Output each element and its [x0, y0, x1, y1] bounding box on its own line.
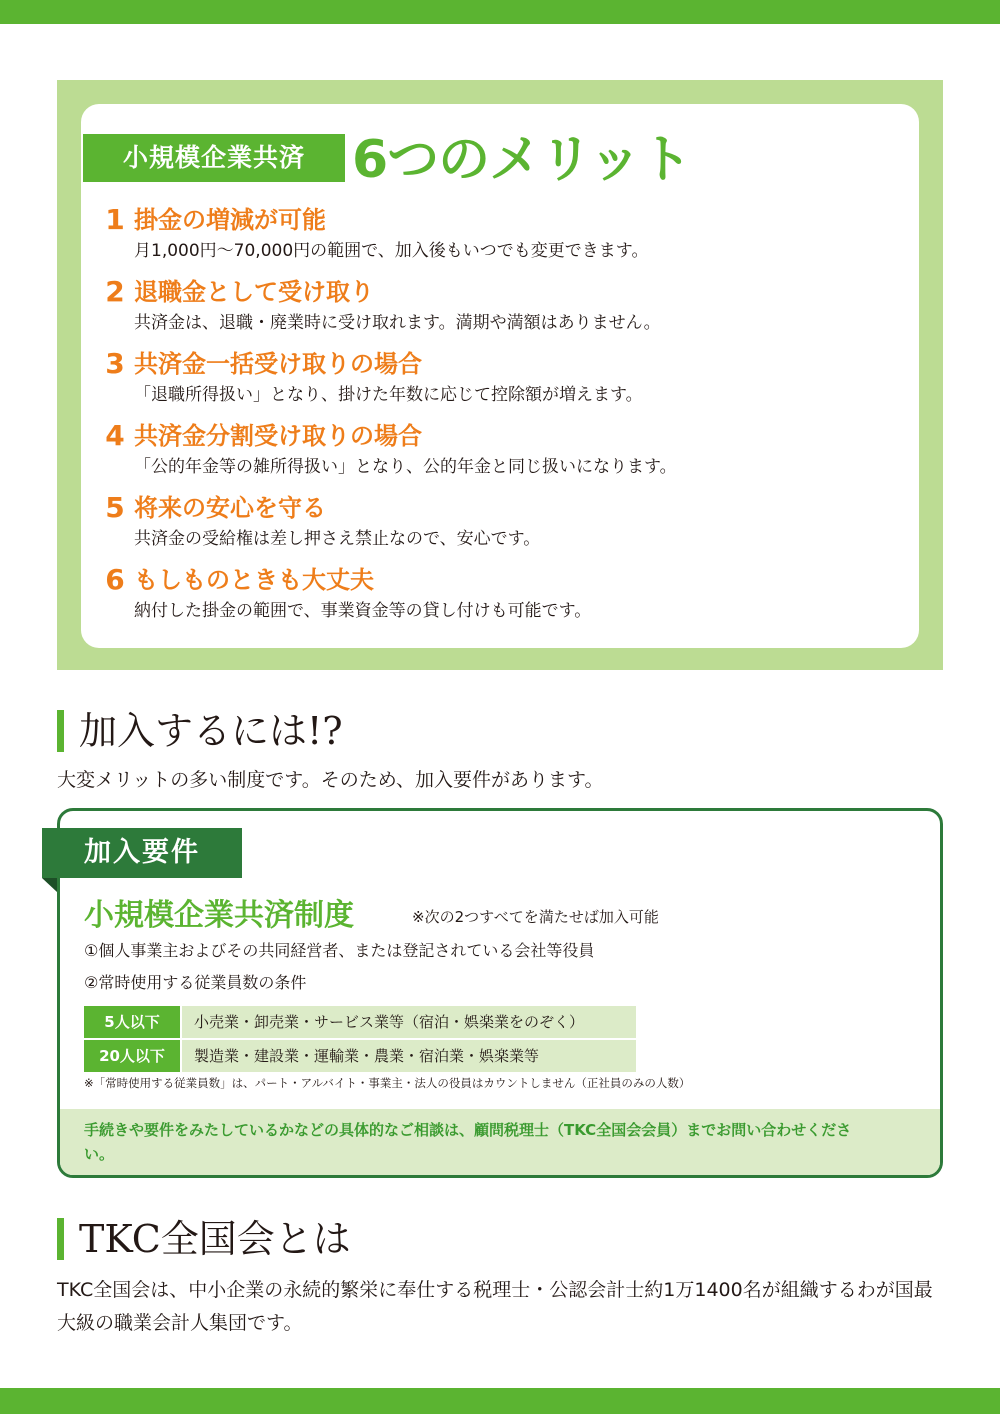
join-section-title: 加入するには!?: [79, 709, 343, 753]
merit-title: 共済金一括受け取りの場合: [134, 350, 422, 378]
merits-headline: 6つのメリット: [352, 130, 692, 190]
about-section-text: TKC全国会は、中小企業の永続的繁栄に奉仕する税理士・公認会計士約1万1400名が組織するわが国最大級の職業会計人集団です。: [57, 1279, 933, 1334]
merit-description: 共済金は、退職・廃業時に受け取れます。満期や満額はありません。: [134, 313, 661, 333]
join-section-text: 大変メリットの多い制度です。そのため、加入要件があります。: [57, 769, 604, 791]
employee-industry-value: 製造業・建設業・運輸業・農業・宿泊業・娯楽業等: [182, 1040, 636, 1072]
merit-description: 月1,000円〜70,000円の範囲で、加入後もいつでも変更できます。: [134, 241, 649, 261]
merit-item: [100, 344, 900, 416]
requirements-tag-fold: [42, 878, 57, 892]
merit-item: [100, 272, 900, 344]
merit-number: 4: [105, 419, 125, 452]
merit-item: [100, 560, 900, 632]
merit-title: もしものときも大丈夫: [134, 566, 374, 594]
bottom-green-bar: [0, 1388, 1000, 1414]
merit-description: 「退職所得扱い」となり、掛けた年数に応じて控除額が増えます。: [134, 385, 643, 405]
merits-list: [100, 200, 900, 632]
merit-title: 掛金の増減が可能: [134, 206, 326, 234]
employee-count-label: 20人以下: [84, 1040, 180, 1072]
merit-number: 6: [105, 563, 125, 596]
merit-title: 将来の安心を守る: [134, 494, 326, 522]
heading-accent-bar: [57, 1218, 64, 1260]
merit-title: 退職金として受け取り: [134, 278, 374, 306]
requirements-tag: 加入要件: [42, 828, 242, 878]
merit-description: 共済金の受給権は差し押さえ禁止なので、安心です。: [134, 529, 541, 549]
requirements-footer-text: 手続きや要件をみたしているかなどの具体的なご相談は、顧問税理士（TKC全国会会員）までお問い合わせください。: [84, 1121, 852, 1163]
employee-count-label: 5人以下: [84, 1006, 180, 1038]
merit-description: 納付した掛金の範囲で、事業資金等の貸し付けも可能です。: [134, 601, 592, 621]
merit-number: 5: [105, 491, 125, 524]
top-green-bar: [0, 0, 1000, 24]
merit-title: 共済金分割受け取りの場合: [134, 422, 422, 450]
requirements-title-note: ※次の2つすべてを満たせば加入可能: [412, 908, 659, 926]
merit-description: 「公的年金等の雑所得扱い」となり、公的年金と同じ扱いになります。: [134, 457, 677, 477]
heading-accent-bar: [57, 710, 64, 752]
about-section-title: TKC全国会とは: [79, 1217, 351, 1261]
merits-tag: 小規模企業共済: [83, 134, 345, 182]
merit-item: [100, 488, 900, 560]
requirement-condition-1: ①個人事業主およびその共同経営者、または登記されている会社等役員: [84, 941, 595, 960]
merit-number: 1: [105, 203, 125, 236]
merit-number: 2: [105, 275, 125, 308]
employee-industry-value: 小売業・卸売業・サービス業等（宿泊・娯楽業をのぞく）: [182, 1006, 636, 1038]
requirements-title: 小規模企業共済制度: [84, 898, 354, 933]
merit-item: [100, 200, 900, 272]
merit-item: [100, 416, 900, 488]
requirement-condition-2: ②常時使用する従業員数の条件: [84, 973, 307, 992]
employee-count-note: ※「常時使用する従業員数」は、パート・アルバイト・事業主・法人の役員はカウントしません（正社員のみの人数）: [84, 1076, 691, 1090]
merit-number: 3: [105, 347, 125, 380]
